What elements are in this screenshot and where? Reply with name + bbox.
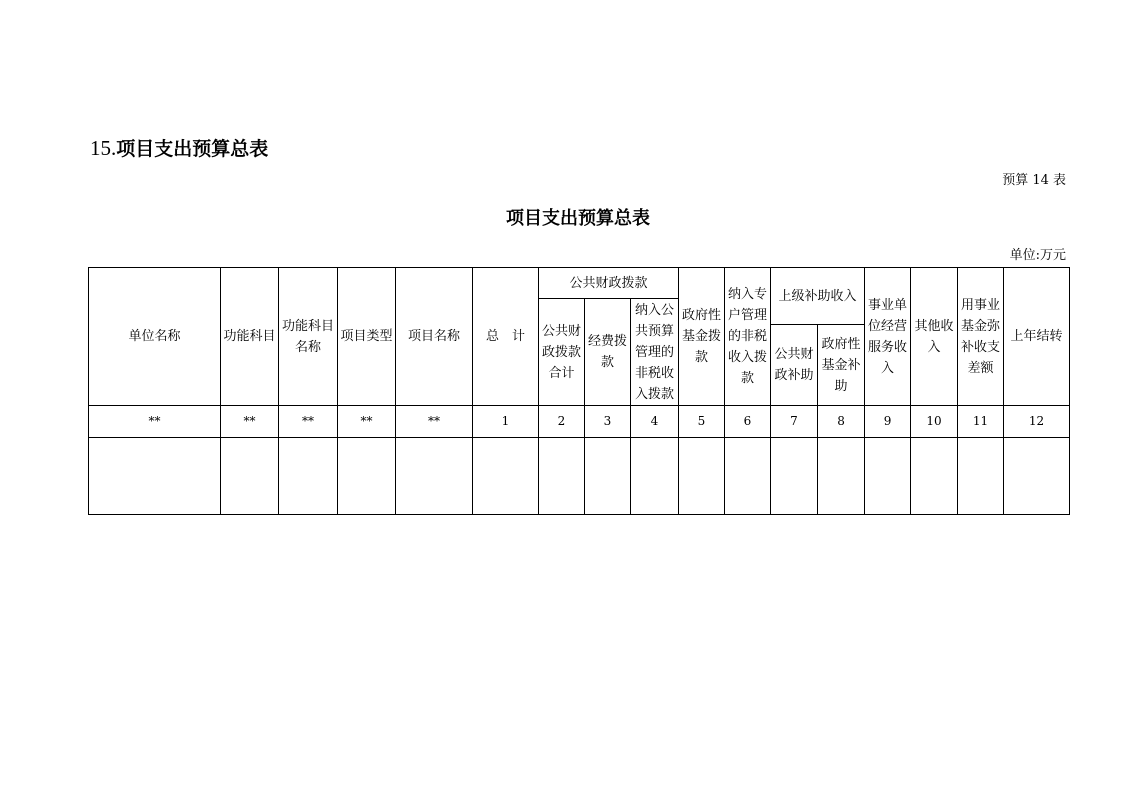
header-gov-fund: 政府性基金拨款 [679, 268, 725, 406]
index-cell: ** [89, 406, 221, 438]
empty-cell [473, 438, 539, 515]
data-row-empty [89, 438, 1070, 515]
index-cell: 9 [865, 406, 911, 438]
unit-label: 单位:万元 [1009, 248, 1066, 263]
index-cell: 7 [771, 406, 818, 438]
header-ss-gov-fund: 政府性基金补助 [818, 325, 865, 406]
index-cell: 2 [539, 406, 585, 438]
page-title: 项目支出预算总表 [506, 208, 650, 229]
empty-cell [865, 438, 911, 515]
header-business-fund-balance: 用事业基金弥补收支差额 [958, 268, 1004, 406]
header-special-account: 纳入专户管理的非税收入拨款 [725, 268, 771, 406]
index-cell: 8 [818, 406, 865, 438]
empty-cell [679, 438, 725, 515]
header-other-income: 其他收入 [911, 268, 958, 406]
header-func-subject-name: 功能科目名称 [279, 268, 338, 406]
index-row [89, 406, 1070, 438]
section-title-text: 项目支出预算总表 [116, 138, 269, 160]
index-cell: 10 [911, 406, 958, 438]
empty-cell [396, 438, 473, 515]
header-project-type: 项目类型 [338, 268, 396, 406]
index-cell: 6 [725, 406, 771, 438]
header-unit-name: 单位名称 [89, 268, 221, 406]
header-pf-nontax: 纳入公共预算管理的非税收入拨款 [631, 299, 679, 406]
header-pf-funding: 经费拨款 [585, 299, 631, 406]
empty-cell [221, 438, 279, 515]
empty-cell [539, 438, 585, 515]
index-cell: 11 [958, 406, 1004, 438]
empty-cell [725, 438, 771, 515]
header-pf-total: 公共财政拨款合计 [539, 299, 585, 406]
section-number: 15. [90, 136, 117, 160]
empty-cell [958, 438, 1004, 515]
header-public-finance-group: 公共财政拨款 [539, 268, 679, 299]
index-cell: ** [396, 406, 473, 438]
index-cell: ** [221, 406, 279, 438]
index-cell: ** [279, 406, 338, 438]
empty-cell [631, 438, 679, 515]
header-func-subject: 功能科目 [221, 268, 279, 406]
empty-cell [585, 438, 631, 515]
empty-cell [89, 438, 221, 515]
header-ss-public: 公共财政补助 [771, 325, 818, 406]
budget-table [88, 267, 1070, 515]
header-superior-subsidy-group: 上级补助收入 [771, 268, 865, 325]
empty-cell [338, 438, 396, 515]
index-cell: 5 [679, 406, 725, 438]
index-cell: 4 [631, 406, 679, 438]
header-business-service: 事业单位经营服务收入 [865, 268, 911, 406]
empty-cell [1004, 438, 1070, 515]
index-cell: 1 [473, 406, 539, 438]
index-cell: ** [338, 406, 396, 438]
header-total: 总 计 [473, 268, 539, 406]
empty-cell [279, 438, 338, 515]
empty-cell [771, 438, 818, 515]
header-project-name: 项目名称 [396, 268, 473, 406]
section-title [90, 134, 268, 161]
empty-cell [818, 438, 865, 515]
index-cell: 3 [585, 406, 631, 438]
index-cell: 12 [1004, 406, 1070, 438]
empty-cell [911, 438, 958, 515]
header-row [89, 268, 1070, 299]
header-last-year-carryover: 上年结转 [1004, 268, 1070, 406]
table-number: 预算 14 表 [1002, 173, 1066, 188]
